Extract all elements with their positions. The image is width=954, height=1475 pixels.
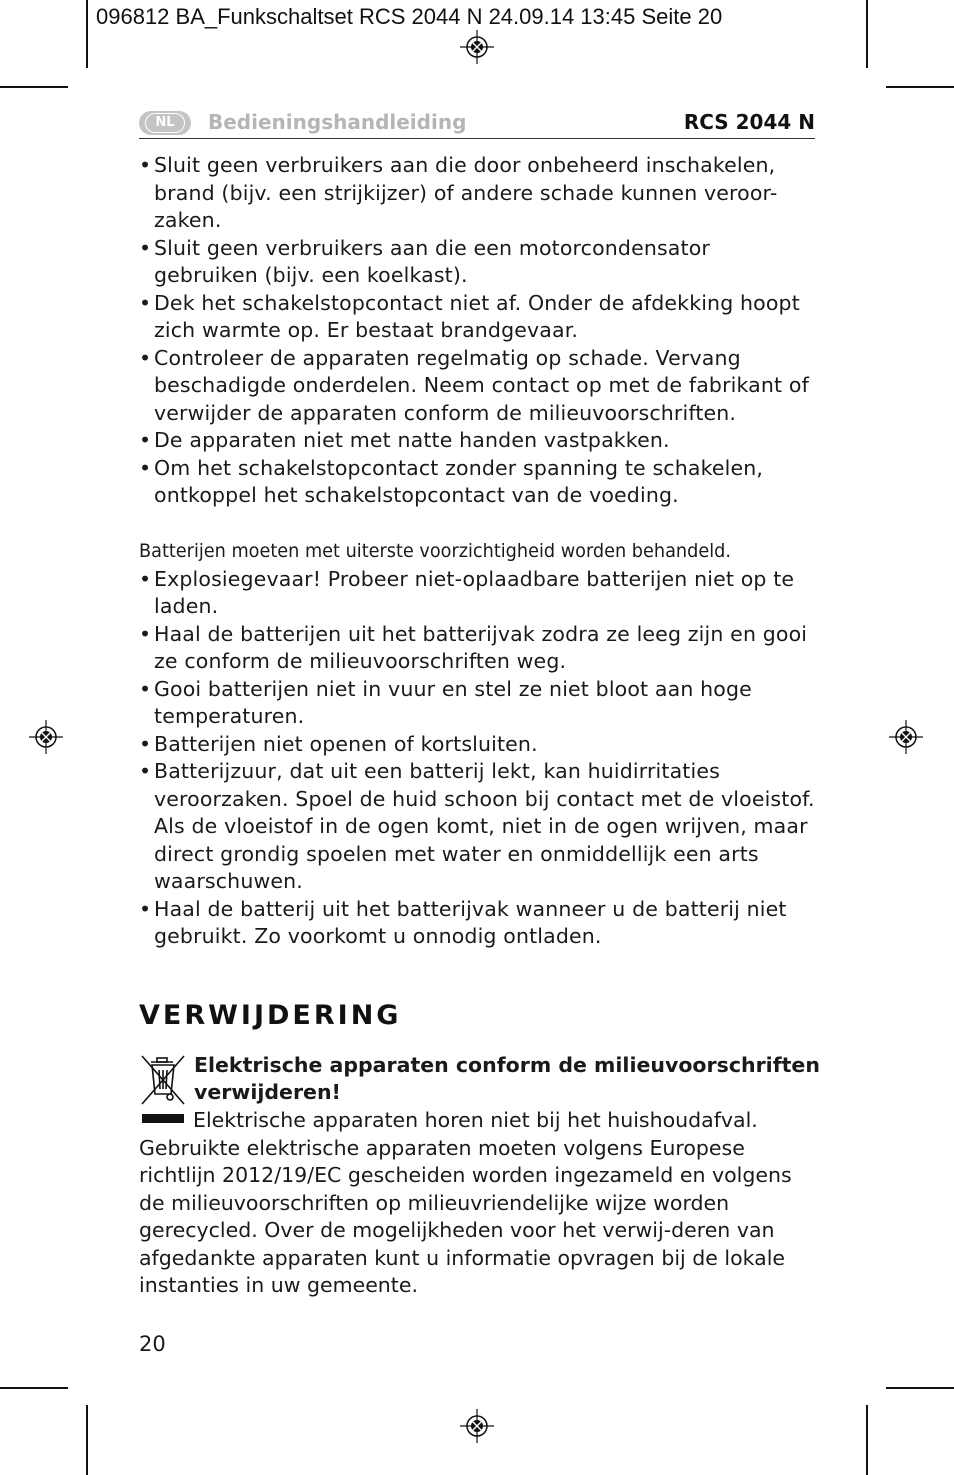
list-item: • Explosiegevaar! Probeer niet-oplaadbare batterijen niet op te laden. [139,566,819,621]
registration-mark-icon [460,1409,494,1443]
trim-mark [866,1405,868,1475]
list-item: • Batterijzuur, dat uit een batterij lekt, kan huidirritaties veroorzaken. Spoel de huid schoon bij contact met de vloeistof. Als de vloeistof in de ogen komt, niet in de ogen wrijven, maar direct grondig spoelen met water en onmiddellijk een arts waarschuwen. [139,758,819,896]
manual-title: Bedieningshandleiding [208,110,467,134]
trim-mark [86,1405,88,1475]
list-item: • De apparaten niet met natte handen vastpakken. [139,427,819,455]
list-item: • Gooi batterijen niet in vuur en stel ze niet bloot aan hoge temperaturen. [139,676,819,731]
list-item: • Batterijen niet openen of kortsluiten. [139,731,819,759]
section-heading: VERWIJDERING [139,1000,402,1031]
disposal-body: Elektrische apparaten horen niet bij het huishoudafval. Gebruikte elektrische apparaten moeten volgens Europese richtlijn 2012/19/EC gescheiden worden ingezameld en volgens de milieuvoorschriften op milieuvriendelijke wijze worden gerecycled. Over de mogelijkheden voor het verwij-deren van afgedankte apparaten kunt u informatie opvragen bij de lokale instanties in uw gemeente. [139,1108,792,1297]
trim-mark [0,1387,68,1389]
trim-mark [86,0,88,68]
list-item: • Controleer de apparaten regelmatig op schade. Vervang beschadigde onderdelen. Neem contact op met de fabrikant of verwijder de apparaten conform de milieuvoorschriften. [139,345,819,428]
language-badge-label: NL [145,113,185,133]
trim-mark [866,0,868,68]
trim-mark [886,1387,954,1389]
registration-mark-icon [29,720,63,754]
registration-mark-icon [889,720,923,754]
list-item: • Dek het schakelstopcontact niet af. Onder de afdekking hoopt zich warmte op. Er bestaat brandgevaar. [139,290,819,345]
running-header [139,110,815,139]
list-item: • Sluit geen verbruikers aan die door onbeheerd inschakelen, brand (bijv. een strijkijzer) of andere schade kunnen veroor-zaken. [139,152,819,235]
registration-mark-icon [460,30,494,64]
page-number: 20 [139,1332,166,1356]
list-item: • Haal de batterijen uit het batterijvak zodra ze leeg zijn en gooi ze conform de milieuvoorschriften weg. [139,621,819,676]
language-badge [139,111,191,135]
battery-list [139,566,819,951]
battery-note: Batterijen moeten met uiterste voorzichtigheid worden behandeld. [139,539,731,562]
trim-mark [0,86,68,88]
trim-mark [886,86,954,88]
model-number: RCS 2044 N [683,110,815,134]
crossed-out-wheelie-bin-icon [139,1054,187,1106]
list-item: • Om het schakelstopcontact zonder spanning te schakelen, ontkoppel het schakelstopcontact van de voeding. [139,455,819,510]
list-item: • Sluit geen verbruikers aan die een motorcondensator gebruiken (bijv. een koelkast). [139,235,819,290]
print-slug-line: 096812 BA_Funkschaltset RCS 2044 N 24.09.14 13:45 Seite 20 [96,4,723,29]
safety-list [139,152,819,510]
disposal-title: Elektrische apparaten conform de milieuvoorschriften verwijderen! [194,1053,820,1104]
list-item: • Haal de batterij uit het batterijvak wanneer u de batterij niet gebruikt. Zo voorkomt u onnodig ontladen. [139,896,819,951]
main-content [139,152,819,951]
